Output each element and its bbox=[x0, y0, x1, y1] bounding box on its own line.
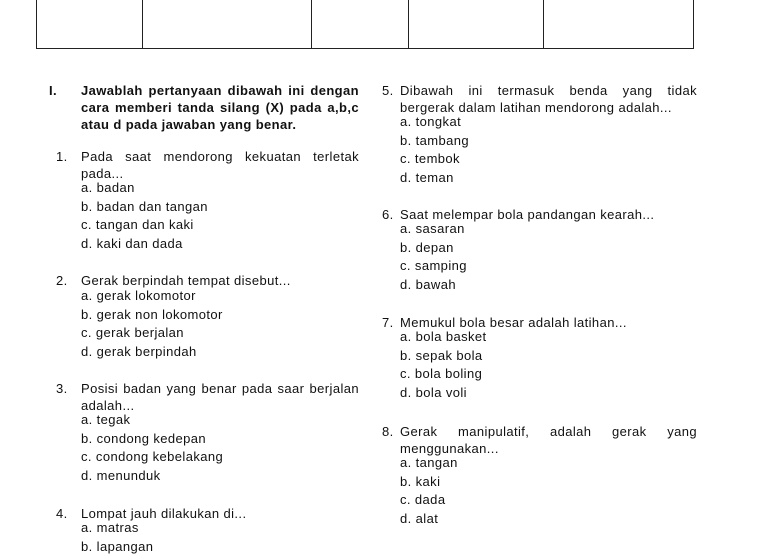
header-table bbox=[36, 0, 694, 49]
option-b[interactable]: b. lapangan bbox=[81, 538, 153, 556]
section-instruction: Jawablah pertanyaan dibawah ini dengan cara memberi tanda silang (X) pada a,b,c atau d pada jawaban yang benar. bbox=[81, 82, 359, 133]
option-d[interactable]: d. bola voli bbox=[400, 384, 487, 403]
option-a[interactable]: a. gerak lokomotor bbox=[81, 287, 223, 306]
option-b[interactable]: b. gerak non lokomotor bbox=[81, 306, 223, 325]
option-d[interactable]: d. alat bbox=[400, 510, 458, 529]
question-text: Saat melempar bola pandangan kearah... bbox=[400, 206, 697, 223]
option-a[interactable]: a. bola basket bbox=[400, 328, 487, 347]
header-table-cell bbox=[409, 0, 545, 48]
options-list bbox=[400, 328, 487, 402]
option-d[interactable]: d. teman bbox=[400, 169, 469, 188]
header-table-cell bbox=[143, 0, 312, 48]
question-number: 4. bbox=[56, 505, 68, 522]
question-text: Gerak manipulatif, adalah gerak yang menggunakan... bbox=[400, 423, 697, 457]
options-list bbox=[81, 411, 223, 485]
option-c[interactable]: c. condong kebelakang bbox=[81, 448, 223, 467]
question-text: Gerak berpindah tempat disebut... bbox=[81, 272, 359, 289]
option-b[interactable]: b. tambang bbox=[400, 132, 469, 151]
options-list bbox=[81, 519, 153, 556]
question-text: Dibawah ini termasuk benda yang tidak bergerak dalam latihan mendorong adalah... bbox=[400, 82, 697, 116]
question-number: 6. bbox=[382, 206, 394, 223]
options-list bbox=[400, 454, 458, 528]
option-d[interactable]: d. kaki dan dada bbox=[81, 235, 208, 254]
header-table-cell bbox=[544, 0, 693, 48]
options-list bbox=[400, 113, 469, 187]
option-c[interactable]: c. dada bbox=[400, 491, 458, 510]
option-c[interactable]: c. samping bbox=[400, 257, 467, 276]
option-b[interactable]: b. kaki bbox=[400, 473, 458, 492]
options-list bbox=[400, 220, 467, 294]
question-number: 3. bbox=[56, 380, 68, 397]
question-text: Pada saat mendorong kekuatan terletak pada... bbox=[81, 148, 359, 182]
option-a[interactable]: a. tangan bbox=[400, 454, 458, 473]
options-list bbox=[81, 287, 223, 361]
option-b[interactable]: b. condong kedepan bbox=[81, 430, 223, 449]
option-d[interactable]: d. bawah bbox=[400, 276, 467, 295]
header-table-cell bbox=[312, 0, 409, 48]
question-number: 5. bbox=[382, 82, 394, 99]
question-text: Memukul bola besar adalah latihan... bbox=[400, 314, 697, 331]
option-d[interactable]: d. gerak berpindah bbox=[81, 343, 223, 362]
question-text: Posisi badan yang benar pada saar berjalan adalah... bbox=[81, 380, 359, 414]
option-a[interactable]: a. tongkat bbox=[400, 113, 469, 132]
option-a[interactable]: a. badan bbox=[81, 179, 208, 198]
option-a[interactable]: a. matras bbox=[81, 519, 153, 538]
option-d[interactable]: d. menunduk bbox=[81, 467, 223, 486]
option-b[interactable]: b. depan bbox=[400, 239, 467, 258]
question-number: 2. bbox=[56, 272, 68, 289]
option-b[interactable]: b. badan dan tangan bbox=[81, 198, 208, 217]
question-number: 8. bbox=[382, 423, 394, 440]
question-text: Lompat jauh dilakukan di... bbox=[81, 505, 359, 522]
option-c[interactable]: c. tangan dan kaki bbox=[81, 216, 208, 235]
option-c[interactable]: c. tembok bbox=[400, 150, 469, 169]
header-table-cell bbox=[37, 0, 143, 48]
question-number: 1. bbox=[56, 148, 68, 165]
option-b[interactable]: b. sepak bola bbox=[400, 347, 487, 366]
option-c[interactable]: c. gerak berjalan bbox=[81, 324, 223, 343]
options-list bbox=[81, 179, 208, 253]
option-a[interactable]: a. tegak bbox=[81, 411, 223, 430]
question-number: 7. bbox=[382, 314, 394, 331]
option-a[interactable]: a. sasaran bbox=[400, 220, 467, 239]
section-number: I. bbox=[49, 82, 57, 99]
option-c[interactable]: c. bola boling bbox=[400, 365, 487, 384]
